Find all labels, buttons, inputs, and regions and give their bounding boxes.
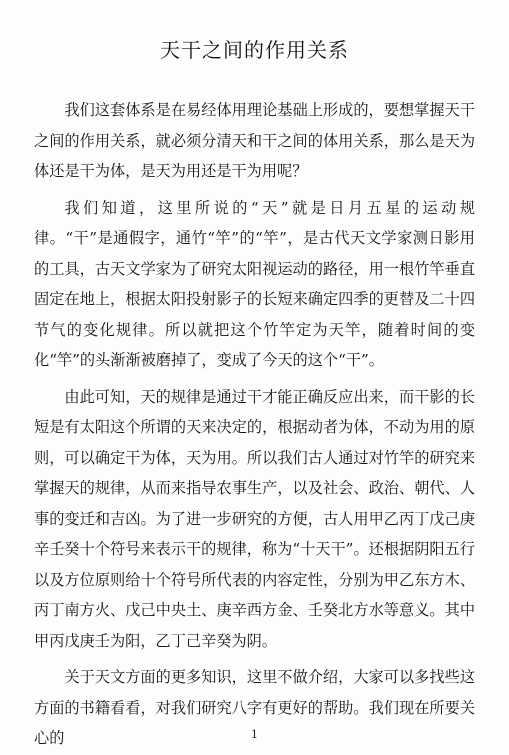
page-title: 天干之间的作用关系: [160, 38, 349, 62]
paragraph-1: 我们这套体系是在易经体用理论基础上形成的，要想掌握天干之间的作用关系，就必须分清天和干之间的体用关系，那么是天为体还是干为体，是天为用还是干为用呢？: [34, 101, 475, 180]
document-body: [34, 95, 475, 754]
paragraph-3: 由此可知，天的规律是通过干才能正确反应出来，而干影的长短是有太阳这个所谓的天来决定的，根据动者为体，不动为用的原则，可以确定干为体，天为用。所以我们古人通过对竹竿的研究来掌握天的规律，从而来指导农事生产，以及社会、政治、朝代、人事的变迁和吉凶。为了进一步研究的方便，古人用甲乙丙丁戊己庚辛壬癸十个符号来表示干的规律，称为“十天干”。还根据阴阳五行以及方位原则给十个符号所代表的内容定性，分别为甲乙东方木、丙丁南方火、戊己中央土、庚辛西方金、壬癸北方水等意义。其中甲丙戊庚壬为阳，乙丁己辛癸为阴。: [34, 387, 475, 650]
paragraph-4: 关于天文方面的更多知识，这里不做介绍，大家可以多找些这方面的书籍看看，对我们研究八字有更好的帮助。我们现在所要关心的: [34, 668, 475, 747]
page-number: 1: [251, 728, 258, 741]
paragraph-2: 我们知道，这里所说的“天”就是日月五星的运动规律。“干”是通假字，通竹“竿”的“竿”，是古代天文学家测日影用的工具，古天文学家为了研究太阳视运动的路径，用一根竹竿垂直固定在地上，根据太阳投射影子的长短来确定四季的更替及二十四节气的变化规律。所以就把这个竹竿定为天竿，随着时间的变化“竿”的头渐渐被磨掉了，变成了今天的这个“干”。: [34, 198, 475, 369]
